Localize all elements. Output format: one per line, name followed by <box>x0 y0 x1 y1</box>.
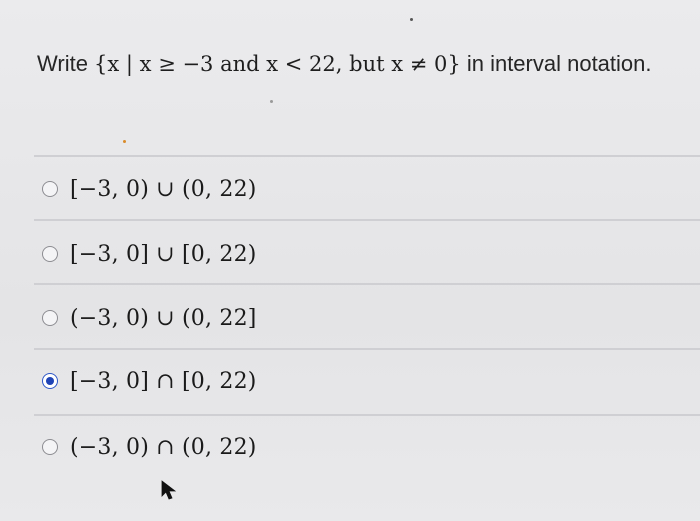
radio-button-icon[interactable] <box>42 310 58 326</box>
screen-speck <box>123 140 126 143</box>
answer-option-label[interactable]: [−3, 0] ∩ [0, 22) <box>70 368 257 394</box>
divider <box>34 219 700 221</box>
question-prefix: Write <box>37 51 95 76</box>
answer-option-1[interactable] <box>36 163 676 215</box>
divider <box>34 155 700 157</box>
answer-option-label[interactable]: (−3, 0) ∪ (0, 22] <box>70 305 257 331</box>
divider <box>34 414 700 416</box>
question-text <box>37 44 677 84</box>
answer-option-3[interactable] <box>36 292 676 344</box>
radio-button-selected-icon[interactable] <box>42 373 58 389</box>
answer-option-5[interactable] <box>36 421 676 473</box>
screen-speck <box>410 18 413 21</box>
answer-option-label[interactable]: (−3, 0) ∩ (0, 22) <box>70 434 257 460</box>
divider <box>34 283 700 285</box>
answer-option-label[interactable]: [−3, 0) ∪ (0, 22) <box>70 176 257 202</box>
radio-button-icon[interactable] <box>42 181 58 197</box>
screen-speck <box>270 100 273 103</box>
divider <box>34 348 700 350</box>
question-suffix: in interval notation. <box>460 51 652 76</box>
question-set-notation: {x | x ≥ −3 and x < 22, but x ≠ 0} <box>94 52 461 76</box>
mouse-pointer-icon <box>160 479 178 501</box>
answer-option-label[interactable]: [−3, 0] ∪ [0, 22) <box>70 241 257 267</box>
answer-option-2[interactable] <box>36 228 676 280</box>
answer-option-4[interactable] <box>36 355 676 407</box>
radio-button-icon[interactable] <box>42 246 58 262</box>
radio-button-icon[interactable] <box>42 439 58 455</box>
